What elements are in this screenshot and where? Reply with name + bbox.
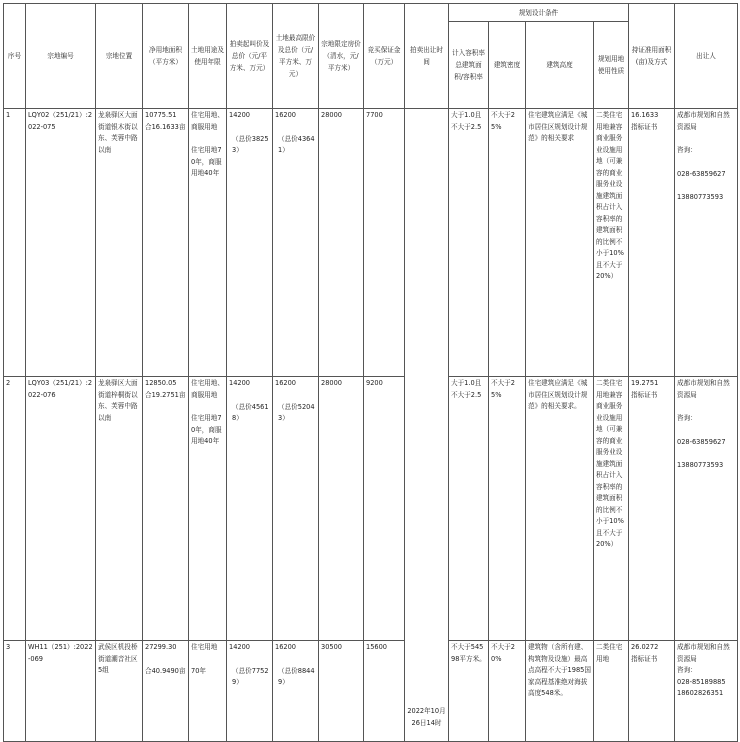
header-parcel-no: 宗地编号 <box>26 4 96 109</box>
grantor-name: 成都市规划和自然资源局 <box>677 643 730 663</box>
header-max-price: 土地最高限价及总价（元/平方米、万元） <box>273 4 319 109</box>
cell-grantor <box>675 377 738 641</box>
cell-deposit: 9200 <box>364 377 405 641</box>
cell-density: 不大于20% <box>489 641 526 742</box>
cell-seq: 1 <box>4 109 26 377</box>
cell-use-years <box>189 109 227 377</box>
cell-auction-time: 2022年10月26日14时 <box>405 109 449 742</box>
cell-far: 不大于54598平方米。 <box>449 641 489 742</box>
cell-start-price <box>227 641 273 742</box>
cell-height: 住宅建筑应满足《城市居住区规划设计规范》的相关要求 <box>526 109 594 377</box>
land-auction-table-wrapper <box>3 3 737 741</box>
cell-start-price <box>227 377 273 641</box>
start-total-price: （总价45618） <box>232 402 269 422</box>
grantor-name: 成都市规划和自然资源局 <box>677 379 730 399</box>
contact-label: 咨询： <box>677 146 697 154</box>
cell-area <box>143 377 189 641</box>
cell-seq: 2 <box>4 377 26 641</box>
area-mu: 合16.1633亩 <box>145 122 186 131</box>
cell-density: 不大于25% <box>489 109 526 377</box>
header-planning: 规划设计条件 <box>449 4 629 22</box>
max-total-price: （总价88449） <box>278 666 315 686</box>
area-mu: 合19.2751亩 <box>145 390 186 399</box>
cell-grantor <box>675 641 738 742</box>
indicator-method: 指标证书 <box>631 390 658 399</box>
area-mu: 合40.9490亩 <box>145 666 186 675</box>
cell-area <box>143 109 189 377</box>
area-sqm: 27299.30 <box>145 643 177 651</box>
cell-density: 不大于25% <box>489 377 526 641</box>
table-row <box>4 377 738 641</box>
header-location: 宗地位置 <box>96 4 143 109</box>
cell-land-use: 二类住宅用地兼容商业服务业设施用地（可兼容的商业服务业设施建筑面积占计入容积率的建筑面积的比例不小于10%且不大于20%） <box>594 377 629 641</box>
cell-max-price <box>273 109 319 377</box>
cell-house-price: 28000 <box>319 377 364 641</box>
cell-parcel-no: LQY03（251/21）:2022-076 <box>26 377 96 641</box>
max-total-price: （总价52043） <box>278 402 315 422</box>
start-unit-price: 14200 <box>229 379 250 387</box>
table-row <box>4 641 738 742</box>
area-sqm: 12850.05 <box>145 379 177 387</box>
cell-start-price <box>227 109 273 377</box>
cell-max-price <box>273 377 319 641</box>
max-unit-price: 16200 <box>275 379 296 387</box>
header-indicator: 持证准用面积(亩)及方式 <box>629 4 675 109</box>
header-land-use: 规划用地使用性质 <box>594 22 629 109</box>
cell-height: 建筑物（含所有建、构筑物及设施）最高点高程不大于1985国家高程基准绝对海拔高度548米。 <box>526 641 594 742</box>
header-height: 建筑高度 <box>526 22 594 109</box>
header-house-price: 宗地限定房价（清水，元/平方米） <box>319 4 364 109</box>
start-unit-price: 14200 <box>229 643 250 651</box>
cell-indicator <box>629 109 675 377</box>
header-row-1 <box>4 4 738 22</box>
start-total-price: （总价38253） <box>232 134 269 154</box>
cell-indicator <box>629 641 675 742</box>
cell-land-use: 二类住宅用地 <box>594 641 629 742</box>
max-unit-price: 16200 <box>275 643 296 651</box>
cell-grantor <box>675 109 738 377</box>
header-seq: 序号 <box>4 4 26 109</box>
cell-location: 龙泉驿区大面街道银木街以东、芙蓉中路以南 <box>96 109 143 377</box>
header-use-years: 土地用途及使用年限 <box>189 4 227 109</box>
cell-parcel-no: LQY02（251/21）:2022-075 <box>26 109 96 377</box>
indicator-mu: 26.0272 <box>631 643 659 651</box>
max-total-price: （总价43641） <box>278 134 315 154</box>
cell-location: 龙泉驿区大面街道梓桐街以东、芙蓉中路以南 <box>96 377 143 641</box>
cell-max-price <box>273 641 319 742</box>
cell-location: 武侯区机投桥街道潮音社区5组 <box>96 641 143 742</box>
contact-label: 咨询： <box>677 414 697 422</box>
land-use-term: 住宅用地70年，商服用地40年 <box>191 146 222 177</box>
header-auction-time: 拍卖出让时间 <box>405 4 449 109</box>
contact-label: 咨询： <box>677 666 697 674</box>
cell-indicator <box>629 377 675 641</box>
cell-seq: 3 <box>4 641 26 742</box>
header-deposit: 竞买保证金（万元） <box>364 4 405 109</box>
indicator-method: 指标证书 <box>631 654 658 663</box>
phone-2: 13880773593 <box>677 461 724 469</box>
land-use-type: 住宅用地、商服用地 <box>191 111 224 131</box>
cell-height: 住宅建筑应满足《城市居住区规划设计规范》的相关要求。 <box>526 377 594 641</box>
land-use-term: 住宅用地70年，商服用地40年 <box>191 414 222 445</box>
land-auction-table <box>3 3 738 742</box>
max-unit-price: 16200 <box>275 111 296 119</box>
cell-far: 大于1.0且不大于2.5 <box>449 377 489 641</box>
land-use-term: 70年 <box>191 666 206 675</box>
cell-parcel-no: WH11（251）:2022-069 <box>26 641 96 742</box>
header-start-price: 拍卖起叫价及总价（元/平方米、万元） <box>227 4 273 109</box>
indicator-mu: 16.1633 <box>631 111 659 119</box>
phone-1: 028-63859627 <box>677 437 726 446</box>
cell-house-price: 30500 <box>319 641 364 742</box>
header-density: 建筑密度 <box>489 22 526 109</box>
indicator-method: 指标证书 <box>631 122 658 131</box>
indicator-mu: 19.2751 <box>631 379 659 387</box>
cell-deposit: 15600 <box>364 641 405 742</box>
land-use-type: 住宅用地 <box>191 643 218 651</box>
header-grantor: 出让人 <box>675 4 738 109</box>
cell-use-years <box>189 641 227 742</box>
land-use-type: 住宅用地、商服用地 <box>191 379 224 399</box>
area-sqm: 10775.51 <box>145 111 177 119</box>
cell-house-price: 28000 <box>319 109 364 377</box>
header-far: 计入容积率总建筑面积/容积率 <box>449 22 489 109</box>
header-area: 净用地面积（平方米） <box>143 4 189 109</box>
table-row <box>4 109 738 377</box>
phone-1: 028-85189885 <box>677 677 726 686</box>
phone-2: 18602826351 <box>677 689 724 697</box>
start-total-price: （总价77529） <box>232 666 269 686</box>
cell-land-use: 二类住宅用地兼容商业服务业设施用地（可兼容的商业服务业设施建筑面积占计入容积率的建筑面积的比例不小于10%且不大于20%） <box>594 109 629 377</box>
phone-2: 13880773593 <box>677 193 724 201</box>
phone-1: 028-63859627 <box>677 169 726 178</box>
grantor-name: 成都市规划和自然资源局 <box>677 111 730 131</box>
cell-far: 大于1.0且不大于2.5 <box>449 109 489 377</box>
cell-deposit: 7700 <box>364 109 405 377</box>
start-unit-price: 14200 <box>229 111 250 119</box>
cell-use-years <box>189 377 227 641</box>
cell-area <box>143 641 189 742</box>
